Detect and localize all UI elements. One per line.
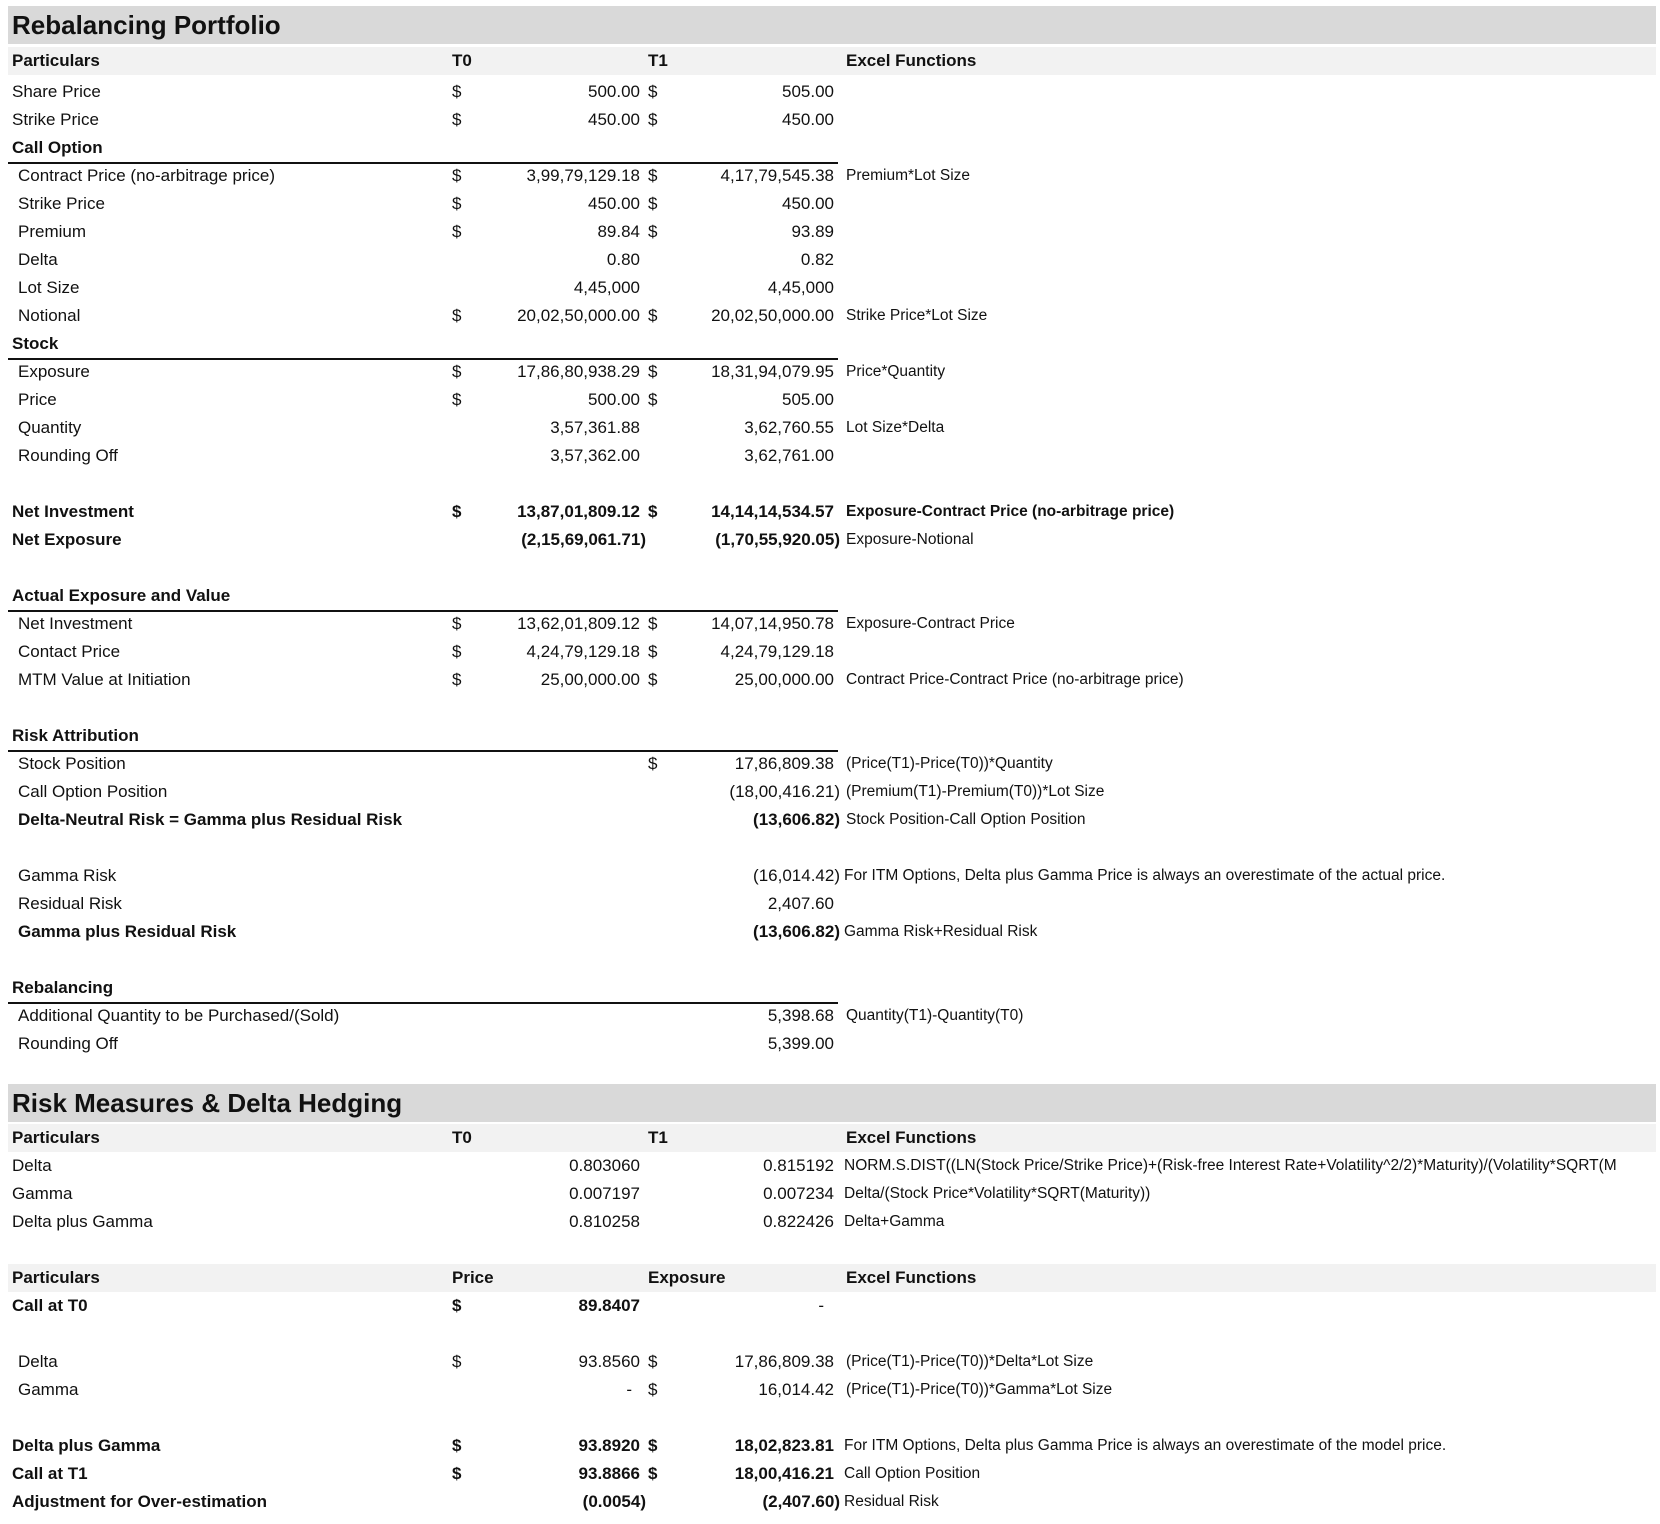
row-delta [8,246,1656,274]
value-t1: 17,86,809.38 [734,754,834,773]
currency-price: $ [452,1464,462,1483]
section-call-option [8,134,838,164]
row-label: Quantity [18,418,82,437]
value-t0: 4,24,79,129.18 [526,642,640,661]
currency-exposure: $ [648,1464,658,1483]
header-row [8,1124,1656,1152]
row-label: Contact Price [18,642,121,661]
row-label: Strike Price [12,110,99,129]
row-gamma-hedge [8,1376,1656,1404]
value-t0: 17,86,80,938.29 [517,362,640,381]
value-t1: 20,02,50,000.00 [711,306,834,325]
value-t1: 450.00 [782,110,834,129]
row-label: Call Option Position [18,782,168,801]
value-t0: 13,62,01,809.12 [517,614,640,633]
header-t0: T0 [452,51,472,70]
excel-function: Exposure-Contract Price (no-arbitrage price) [846,503,1175,520]
header-excel: Excel Functions [846,1268,977,1287]
header-row [8,47,1656,75]
currency-t1: $ [648,362,658,381]
header-excel: Excel Functions [846,51,977,70]
currency-t1: $ [648,502,658,521]
row-label: Strike Price [18,194,105,213]
excel-function: (Price(T1)-Price(T0))*Delta*Lot Size [846,1353,1094,1370]
value-t1: 3,62,761.00 [744,446,834,465]
currency-t0: $ [452,390,462,409]
section-risk-attribution [8,722,838,752]
row-label: Stock Position [18,754,126,773]
currency-t0: $ [452,82,462,101]
excel-function: Stock Position-Call Option Position [846,811,1086,828]
excel-function: Premium*Lot Size [846,167,971,184]
section-heading: Call Option [12,138,103,157]
header-particulars: Particulars [12,1128,100,1147]
value-t0: 4,45,000 [573,278,640,297]
row-label: Call at T0 [12,1296,88,1315]
excel-function: Lot Size*Delta [846,419,945,436]
row-gamma-measure [8,1180,1656,1208]
row-quantity [8,414,1656,442]
currency-t0: $ [452,670,462,689]
row-gamma-plus-residual [8,918,1656,946]
value-t1: 4,17,79,545.38 [720,166,834,185]
excel-function: Price*Quantity [846,363,946,380]
section-rebalancing [8,974,838,1004]
value-exposure: - [818,1296,824,1315]
value-t1: 4,24,79,129.18 [720,642,834,661]
row-delta-hedge [8,1348,1656,1376]
value-t1: 18,31,94,079.95 [711,362,834,381]
header-excel: Excel Functions [846,1128,977,1147]
row-strike-price [8,106,1656,134]
currency-t1: $ [648,306,658,325]
currency-t0: $ [452,166,462,185]
excel-function: Exposure-Notional [846,531,974,548]
row-delta-plus-gamma-hedge [8,1432,1656,1460]
excel-function: Gamma Risk+Residual Risk [844,923,1038,940]
value-t1: 505.00 [782,390,834,409]
row-share-price [8,78,1656,106]
value-t1: 25,00,000.00 [734,670,834,689]
header-t1: T1 [648,51,668,70]
row-call-at-t1 [8,1460,1656,1488]
value-t0: 0.80 [606,250,640,269]
row-label: Call at T1 [12,1464,88,1483]
value-t1: 450.00 [782,194,834,213]
value-t0: 25,00,000.00 [540,670,640,689]
row-rebalancing-rounding [8,1030,1656,1058]
value-price: 93.8560 [578,1352,640,1371]
currency-t1: $ [648,754,658,773]
row-label: Net Investment [18,614,133,633]
excel-function: Residual Risk [844,1493,939,1510]
value-price: 93.8866 [578,1464,640,1483]
currency-exposure: $ [648,1436,658,1455]
row-label: Delta plus Gamma [12,1212,153,1231]
row-net-exposure [8,526,1656,554]
section-title-risk-measures [8,1084,1656,1122]
excel-function: Delta+Gamma [844,1213,945,1230]
currency-price: $ [452,1436,462,1455]
currency-t1: $ [648,390,658,409]
row-stock-position [8,750,1656,778]
currency-price: $ [452,1352,462,1371]
currency-t1: $ [648,110,658,129]
excel-function: Quantity(T1)-Quantity(T0) [846,1007,1024,1024]
row-label: Gamma plus Residual Risk [18,922,237,941]
header-t0: T0 [452,1128,472,1147]
currency-t1: $ [648,670,658,689]
row-label: Gamma Risk [18,866,117,885]
value-t1: 14,14,14,534.57 [711,502,834,521]
page-title: Rebalancing Portfolio [12,10,281,40]
header-particulars: Particulars [12,1268,100,1287]
row-label: Gamma [18,1380,79,1399]
row-delta-neutral-risk [8,806,1656,834]
row-adjustment [8,1488,1656,1516]
excel-function: (Premium(T1)-Premium(T0))*Lot Size [846,783,1105,800]
currency-t0: $ [452,362,462,381]
currency-t0: $ [452,642,462,661]
value-price: - [626,1380,632,1399]
value-t1: (13,606.82) [753,922,840,941]
value-t1: 505.00 [782,82,834,101]
row-additional-quantity [8,1002,1656,1030]
value-t0: 500.00 [588,82,640,101]
excel-function: For ITM Options, Delta plus Gamma Price is always an overestimate of the model price. [844,1437,1447,1454]
row-label: Rounding Off [18,1034,118,1053]
row-call-at-t0 [8,1292,1656,1320]
value-t1: 0.822426 [763,1212,834,1231]
row-residual-risk [8,890,1656,918]
currency-t1: $ [648,642,658,661]
row-notional [8,302,1656,330]
excel-function: Call Option Position [844,1465,981,1482]
currency-exposure: $ [648,1352,658,1371]
value-t0: 0.810258 [569,1212,640,1231]
value-t1: 3,62,760.55 [744,418,834,437]
value-t1: 93.89 [791,222,834,241]
row-label: Net Exposure [12,530,122,549]
value-t0: 13,87,01,809.12 [517,502,640,521]
currency-t1: $ [648,222,658,241]
value-t1: (13,606.82) [753,810,840,829]
row-label: Price [18,390,57,409]
row-rounding-off [8,442,1656,470]
row-label: Premium [18,222,87,241]
value-t1: (18,00,416.21) [729,782,840,801]
currency-t1: $ [648,194,658,213]
value-t0: 0.803060 [569,1156,640,1175]
excel-function: (Price(T1)-Price(T0))*Gamma*Lot Size [846,1381,1113,1398]
row-label: Delta plus Gamma [12,1436,161,1455]
section-title: Risk Measures & Delta Hedging [12,1088,403,1118]
row-exposure [8,358,1656,386]
value-exposure: 18,00,416.21 [734,1464,834,1483]
currency-t0: $ [452,110,462,129]
currency-t0: $ [452,222,462,241]
value-t0: 450.00 [588,194,640,213]
value-t0: 3,99,79,129.18 [526,166,640,185]
value-t1: 0.007234 [763,1184,834,1203]
header-row-price-exposure [8,1264,1656,1292]
section-stock [8,330,838,360]
currency-t1: $ [648,82,658,101]
currency-t0: $ [452,614,462,633]
excel-function: (Price(T1)-Price(T0))*Quantity [846,755,1053,772]
value-t0: 500.00 [588,390,640,409]
currency-t0: $ [452,502,462,521]
row-delta-plus-gamma-measure [8,1208,1656,1236]
row-stock-price [8,386,1656,414]
excel-function: Contract Price-Contract Price (no-arbitrage price) [846,671,1184,688]
row-label: Rounding Off [18,446,118,465]
row-lot-size [8,274,1656,302]
header-t1: T1 [648,1128,668,1147]
row-call-strike-price [8,190,1656,218]
section-heading: Stock [12,334,59,353]
excel-function: NORM.S.DIST((LN(Stock Price/Strike Price)+(Risk-free Interest Rate+Volatility^2/2)*Maturity)/(Volatility*SQRT(M [844,1157,1617,1174]
excel-function: Delta/(Stock Price*Volatility*SQRT(Maturity)) [844,1185,1151,1202]
row-label: Lot Size [18,278,80,297]
value-t1: (1,70,55,920.05) [715,530,840,549]
row-label: Delta-Neutral Risk = Gamma plus Residual Risk [18,810,403,829]
row-premium [8,218,1656,246]
value-t1: (16,014.42) [753,866,840,885]
value-t1: 2,407.60 [767,894,834,913]
row-label: Delta [12,1156,52,1175]
section-heading: Actual Exposure and Value [12,586,231,605]
header-exposure: Exposure [648,1268,726,1287]
row-contact-price [8,638,1656,666]
currency-exposure: $ [648,1380,658,1399]
value-exposure: (2,407.60) [762,1492,840,1511]
row-label: Additional Quantity to be Purchased/(Sold) [18,1006,340,1025]
currency-t1: $ [648,166,658,185]
row-net-investment [8,498,1656,526]
row-label: Adjustment for Over-estimation [12,1492,268,1511]
row-actual-net-investment [8,610,1656,638]
value-price: (0.0054) [582,1492,646,1511]
row-label: Share Price [12,82,101,101]
row-contract-price [8,162,1656,190]
currency-price: $ [452,1296,462,1315]
value-t0: 0.007197 [569,1184,640,1203]
header-price: Price [452,1268,494,1287]
row-label: Delta [18,250,58,269]
row-mtm-value [8,666,1656,694]
value-t0: 450.00 [588,110,640,129]
value-exposure: 17,86,809.38 [734,1352,834,1371]
currency-t0: $ [452,306,462,325]
row-label: Contract Price (no-arbitrage price) [18,166,275,185]
row-label: Notional [18,306,81,325]
value-price: 93.8920 [578,1436,640,1455]
row-label: Net Investment [12,502,134,521]
value-t0: 3,57,361.88 [550,418,640,437]
row-label: Delta [18,1352,58,1371]
row-label: MTM Value at Initiation [18,670,191,689]
value-t0: 20,02,50,000.00 [517,306,640,325]
section-heading: Risk Attribution [12,726,139,745]
excel-function: Strike Price*Lot Size [846,307,988,324]
value-t1: 5,398.68 [767,1006,834,1025]
section-actual-exposure [8,582,838,612]
value-price: 89.8407 [578,1296,640,1315]
value-exposure: 18,02,823.81 [734,1436,834,1455]
value-t1: 4,45,000 [767,278,834,297]
row-gamma-risk [8,862,1656,890]
section-heading: Rebalancing [12,978,114,997]
value-t0: 89.84 [597,222,640,241]
value-t1: 0.815192 [763,1156,834,1175]
value-exposure: 16,014.42 [758,1380,834,1399]
value-t0: 3,57,362.00 [550,446,640,465]
value-t0: (2,15,69,061.71) [521,530,646,549]
value-t1: 5,399.00 [767,1034,834,1053]
excel-function: For ITM Options, Delta plus Gamma Price is always an overestimate of the actual price. [844,867,1446,884]
value-t1: 14,07,14,950.78 [711,614,834,633]
section-title-rebalancing [8,6,1656,44]
row-delta-measure [8,1152,1656,1180]
currency-t0: $ [452,194,462,213]
value-t1: 0.82 [800,250,834,269]
row-label: Residual Risk [18,894,122,913]
currency-t1: $ [648,614,658,633]
header-particulars: Particulars [12,51,100,70]
row-call-option-position [8,778,1656,806]
excel-function: Exposure-Contract Price [846,615,1015,632]
row-label: Exposure [18,362,90,381]
row-label: Gamma [12,1184,73,1203]
